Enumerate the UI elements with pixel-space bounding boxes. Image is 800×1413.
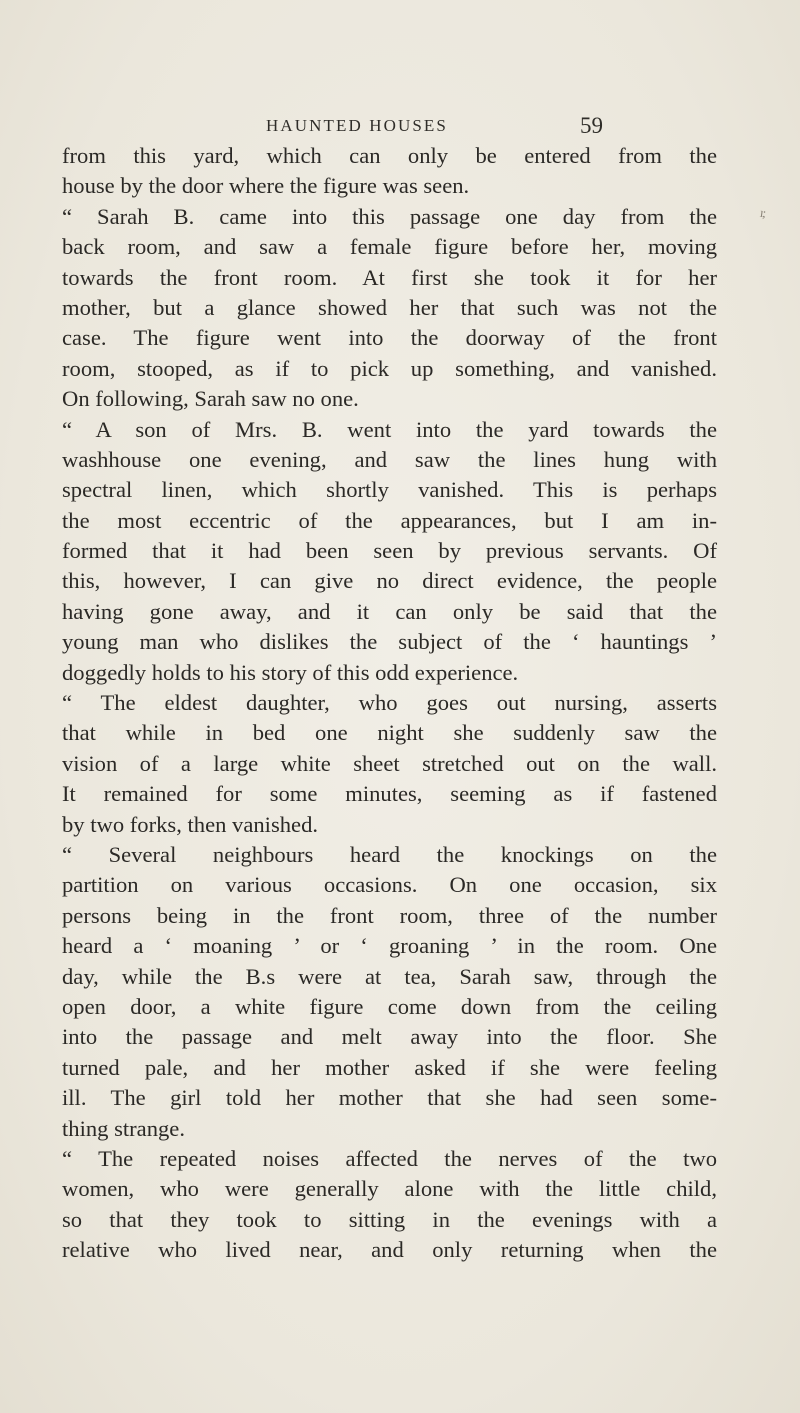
text-line: women, who were generally alone with the little child, <box>62 1176 717 1202</box>
text-line: into the passage and melt away into the floor. She <box>62 1024 717 1050</box>
text-line: doggedly holds to his story of this odd experience. <box>62 659 519 685</box>
text-line: case. The figure went into the doorway of the front <box>62 325 717 351</box>
text-line: washhouse one evening, and saw the lines hung with <box>62 446 717 472</box>
margin-note: ı; <box>759 204 767 221</box>
text-line: day, while the B.s were at tea, Sarah saw, through the <box>62 963 717 989</box>
text-line: spectral linen, which shortly vanished. This is perhaps <box>62 477 717 503</box>
text-line: having gone away, and it can only be said that the <box>62 598 717 624</box>
text-line: house by the door where the figure was seen. <box>62 173 470 199</box>
text-line: the most eccentric of the appearances, but I am in- <box>62 507 717 533</box>
text-line: room, stooped, as if to pick up something, and vanished. <box>62 355 717 381</box>
text-line: ill. The girl told her mother that she had seen some- <box>62 1085 717 1111</box>
text-line: towards the front room. At first she took it for her <box>62 264 717 290</box>
running-head-title: HAUNTED HOUSES <box>266 116 448 135</box>
text-line: persons being in the front room, three of the number <box>62 902 717 928</box>
text-line: young man who dislikes the subject of the ‘ hauntings ’ <box>62 629 717 655</box>
text-line: “ A son of Mrs. B. went into the yard towards the <box>62 416 717 442</box>
text-line: heard a ‘ moaning ’ or ‘ groaning ’ in the room. One <box>62 933 717 959</box>
text-line: partition on various occasions. On one occasion, six <box>62 872 717 898</box>
text-line: thing strange. <box>62 1115 185 1141</box>
text-line: It remained for some minutes, seeming as if fastened <box>62 781 717 807</box>
text-line: from this yard, which can only be entered from the <box>62 143 717 168</box>
text-line: On following, Sarah saw no one. <box>62 386 359 412</box>
text-line: that while in bed one night she suddenly saw the <box>62 720 717 746</box>
text-line: open door, a white figure come down from the ceiling <box>62 993 717 1019</box>
text-line: “ The eldest daughter, who goes out nursing, asserts <box>62 690 717 716</box>
text-line: this, however, I can give no direct evidence, the people <box>62 568 717 594</box>
text-line: “ Several neighbours heard the knockings on the <box>62 841 717 867</box>
text-line: mother, but a glance showed her that such was not the <box>62 294 717 320</box>
text-line: so that they took to sitting in the evenings with a <box>62 1206 717 1232</box>
text-line: “ The repeated noises affected the nerves of the two <box>62 1145 717 1171</box>
text-line: formed that it had been seen by previous servants. Of <box>62 538 717 564</box>
text-line: “ Sarah B. came into this passage one day from the <box>62 203 717 229</box>
page-number: 59 <box>580 113 603 138</box>
text-line: turned pale, and her mother asked if she were feeling <box>62 1054 717 1080</box>
text-line: relative who lived near, and only returning when the <box>62 1237 717 1263</box>
body-text <box>62 141 717 1265</box>
text-line: by two forks, then vanished. <box>62 811 319 837</box>
text-line: vision of a large white sheet stretched out on the wall. <box>62 750 717 776</box>
text-line: back room, and saw a female figure before her, moving <box>62 234 717 260</box>
